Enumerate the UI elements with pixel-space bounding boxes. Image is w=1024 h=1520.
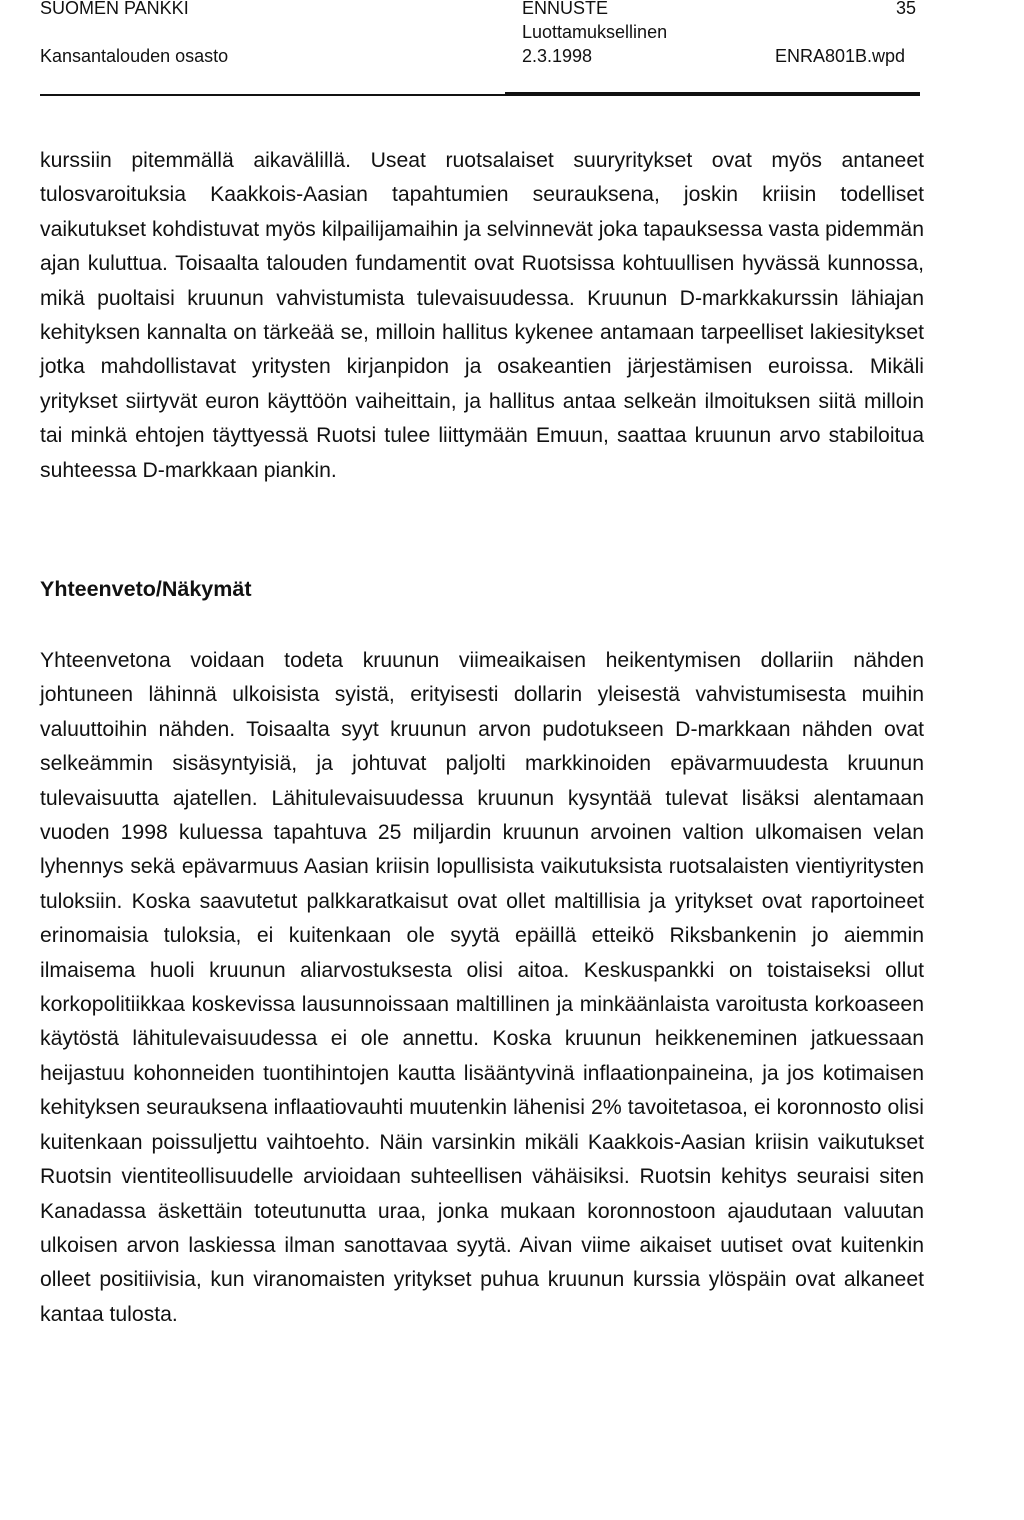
header-page-number: 35	[896, 0, 917, 18]
section-heading: Yhteenveto/Näkymät	[40, 577, 252, 601]
header-department: Kansantalouden osasto	[40, 46, 229, 66]
header-date: 2.3.1998	[522, 46, 593, 66]
header-divider-accent	[505, 92, 920, 96]
header-classification: Luottamuksellinen	[522, 22, 668, 42]
header-document-type: ENNUSTE	[522, 0, 609, 18]
header-organization: SUOMEN PANKKI	[40, 0, 189, 18]
body-paragraph: kurssiin pitemmällä aikavälillä. Useat ruotsalaiset suuryritykset ovat myös antaneet tulosvaroituksia Kaakkois-Aasian tapahtumien seurauksena, joskin kriisin todelliset vaikutukset kohdistuvat myös kilpailijamaihin ja selvinnevät joka tapauksessa vasta pidemmän ajan kuluttua. Toisaalta talouden fundamentit ovat Ruotsissa kohtuullisen hyvässä kunnossa, mikä puoltaisi kruunun vahvistumista tulevaisuudessa. Kruunun D-markkakurssin lähiajan kehityksen kannalta on tärkeää se, milloin hallitus kykenee antamaan tarpeelliset lakiesitykset jotka mahdollistavat yritysten kirjanpidon ja osakeantien järjestämisen euroissa. Mikäli yritykset siirtyvät euron käyttöön vaiheittain, ja hallitus antaa selkeän ilmoituksen siitä milloin tai minkä ehtojen täyttyessä Ruotsi tulee liittymään Emuun, saattaa kruunun arvo stabiloitua suhteessa D-markkaan piankin.	[40, 149, 924, 482]
body-paragraph: Yhteenvetona voidaan todeta kruunun viimeaikaisen heikentymisen dollariin nähden johtuneen lähinnä ulkoisista syistä, erityisesti dollarin yleisestä vahvistumisesta muihin valuuttoihin nähden. Toisaalta syyt kruunun arvon pudotukseen D-markkaan nähden ovat selkeämmin sisäsyntyisiä, ja johtuvat paljolti markkinoiden epävarmuudesta kruunun tulevaisuutta ajatellen. Lähitulevaisuudessa kruunun kysyntää tulevat lisäksi alentamaan vuoden 1998 kuluessa tapahtuva 25 miljardin kruunun arvoinen valtion ulkomaisen velan lyhennys sekä epävarmuus Aasian kriisin lopullisista vaikutuksista ruotsalaisten vientiyritysten tuloksiin. Koska saavutetut palkkaratkaisut ovat ollet maltillisia ja yritykset ovat raportoineet erinomaisia tuloksia, ei kuitenkaan ole syytä epäillä etteikö Riksbankenin jo aiemmin ilmaisema huoli kruunun aliarvostuksesta olisi aitoa. Keskuspankki on toistaiseksi ollut korkopolitiikkaa koskevissa lausunnoissaan maltillinen ja minkäänlaista varoitusta korkoaseen käytöstä lähitulevaisuudessa ei ole annettu. Koska kruunun heikkeneminen jatkuessaan heijastuu kohonneiden tuontihintojen kautta lisääntyvinä inflaationpaineina, ja jos kotimaisen kehityksen seurauksena inflaatiovauhti muutenkin lähenisi 2% tavoitetasoa, ei koronnosto olisi kuitenkaan poissuljettu vaihtoehto. Näin varsinkin mikäli Kaakkois-Aasian kriisin vaikutukset Ruotsin vientiteollisuudelle arvioidaan suhteellisen vähäisiksi. Ruotsin kehitys seuraisi siten Kanadassa äskettäin toteutunutta uraa, jonka mukaan koronnostoon ajaudutaan valuutan ulkoisen arvon laskiessa ilman sanottavaa syytä. Aivan viime aikaiset uutiset ovat kuitenkin olleet positiivisia, kun viranomaisten yritykset puhua kruunun kurssia ylöspäin ovat alkaneet kantaa tulosta.	[40, 649, 924, 1326]
header-filename: ENRA801B.wpd	[775, 46, 906, 66]
